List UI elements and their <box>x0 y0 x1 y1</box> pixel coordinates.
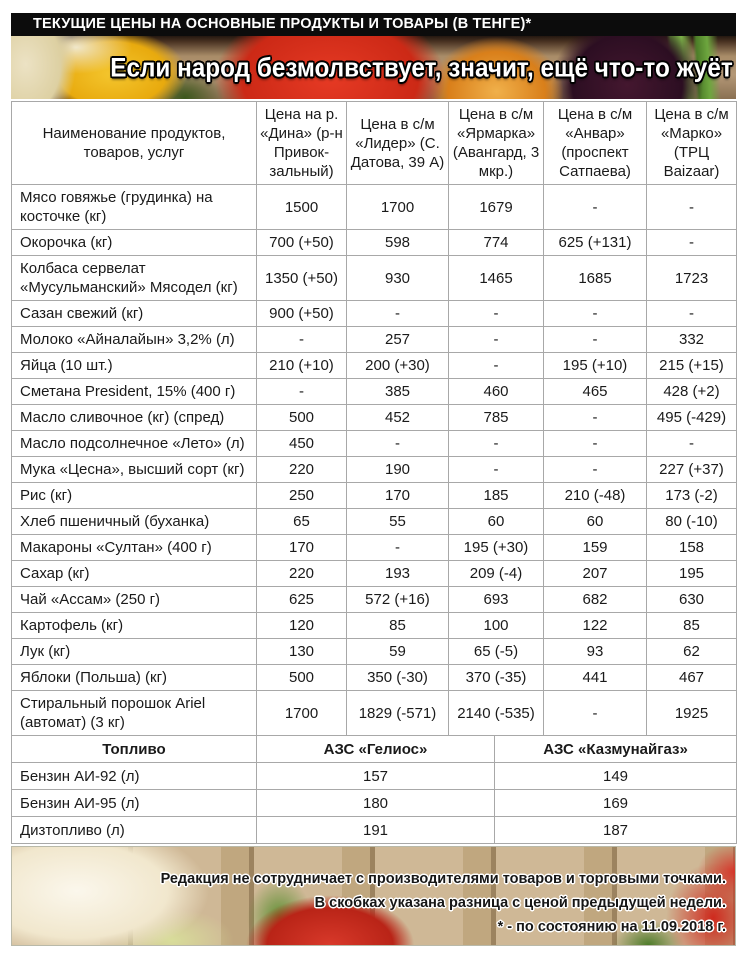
product-name-cell: Чай «Ассам» (250 г) <box>12 587 257 613</box>
price-cell: 185 <box>449 483 544 509</box>
price-cell: 1679 <box>449 185 544 230</box>
column-header-products: Наименование продуктов, товаров, услуг <box>12 102 257 185</box>
price-cell: - <box>257 379 347 405</box>
table-row <box>12 613 737 639</box>
price-cell: 210 (-48) <box>544 483 647 509</box>
table-row <box>12 379 737 405</box>
content-area <box>11 13 736 946</box>
product-name-cell: Лук (кг) <box>12 639 257 665</box>
table-row <box>12 353 737 379</box>
price-cell: 173 (-2) <box>647 483 737 509</box>
table-row <box>12 405 737 431</box>
table-row <box>12 185 737 230</box>
product-name-cell: Окорочка (кг) <box>12 230 257 256</box>
price-cell: 227 (+37) <box>647 457 737 483</box>
price-cell: - <box>347 431 449 457</box>
price-cell: 1350 (+50) <box>257 256 347 301</box>
price-cell: 465 <box>544 379 647 405</box>
price-cell: 190 <box>347 457 449 483</box>
table-row <box>12 691 737 736</box>
price-cell: 495 (-429) <box>647 405 737 431</box>
fuel-table-row <box>12 763 737 790</box>
price-cell: - <box>449 301 544 327</box>
price-cell: 598 <box>347 230 449 256</box>
price-cell: 693 <box>449 587 544 613</box>
price-table <box>11 101 737 736</box>
price-cell: 55 <box>347 509 449 535</box>
price-cell: 250 <box>257 483 347 509</box>
price-cell: 65 (-5) <box>449 639 544 665</box>
product-name-cell: Масло сливочное (кг) (спред) <box>12 405 257 431</box>
price-cell: 59 <box>347 639 449 665</box>
fuel-name-cell: Бензин АИ-95 (л) <box>12 790 257 817</box>
footer-notes <box>161 867 726 939</box>
price-cell: 930 <box>347 256 449 301</box>
price-cell: 100 <box>449 613 544 639</box>
price-cell: 450 <box>257 431 347 457</box>
price-cell: 195 <box>647 561 737 587</box>
price-cell: 1700 <box>347 185 449 230</box>
vegetables-photo-footer <box>11 846 736 946</box>
price-cell: - <box>544 431 647 457</box>
product-name-cell: Стиральный порошок Ariel (автомат) (3 кг) <box>12 691 257 736</box>
price-cell: 195 (+30) <box>449 535 544 561</box>
price-cell: 158 <box>647 535 737 561</box>
price-cell: 62 <box>647 639 737 665</box>
product-name-cell: Макароны «Султан» (400 г) <box>12 535 257 561</box>
price-cell: 428 (+2) <box>647 379 737 405</box>
price-cell: 1700 <box>257 691 347 736</box>
price-cell: 332 <box>647 327 737 353</box>
price-cell: - <box>647 431 737 457</box>
product-name-cell: Картофель (кг) <box>12 613 257 639</box>
price-cell: 210 (+10) <box>257 353 347 379</box>
price-cell: 93 <box>544 639 647 665</box>
product-name-cell: Рис (кг) <box>12 483 257 509</box>
price-cell: - <box>544 327 647 353</box>
price-cell: 500 <box>257 665 347 691</box>
price-cell: 220 <box>257 457 347 483</box>
fuel-table-row <box>12 817 737 844</box>
price-cell: 467 <box>647 665 737 691</box>
vegetables-photo-banner <box>11 36 736 99</box>
price-cell: 385 <box>347 379 449 405</box>
price-cell: 122 <box>544 613 647 639</box>
table-row <box>12 256 737 301</box>
table-row <box>12 457 737 483</box>
price-cell: - <box>544 301 647 327</box>
price-cell: 625 (+131) <box>544 230 647 256</box>
price-cell: - <box>544 457 647 483</box>
fuel-section-label: Топливо <box>12 736 257 763</box>
fuel-station-kazmunaigaz: АЗС «Казмунайгаз» <box>495 736 737 763</box>
price-cell: 159 <box>544 535 647 561</box>
product-name-cell: Мясо говяжье (грудинка) на косточке (кг) <box>12 185 257 230</box>
price-cell: 60 <box>449 509 544 535</box>
product-name-cell: Яблоки (Польша) (кг) <box>12 665 257 691</box>
column-header-store: Цена в с/м «Лидер» (С. Датова, 39 А) <box>347 102 449 185</box>
price-cell: - <box>449 431 544 457</box>
price-cell: 1829 (-571) <box>347 691 449 736</box>
price-cell: 130 <box>257 639 347 665</box>
price-cell: - <box>257 327 347 353</box>
fuel-name-cell: Бензин АИ-92 (л) <box>12 763 257 790</box>
price-table-body <box>12 185 737 736</box>
product-name-cell: Сахар (кг) <box>12 561 257 587</box>
table-row <box>12 230 737 256</box>
table-row <box>12 483 737 509</box>
table-row <box>12 535 737 561</box>
footer-note: В скобках указана разница с ценой предыдущей недели. <box>314 895 726 911</box>
fuel-price-cell: 149 <box>495 763 737 790</box>
price-cell: 1723 <box>647 256 737 301</box>
price-cell: 60 <box>544 509 647 535</box>
price-cell: 120 <box>257 613 347 639</box>
price-cell: - <box>449 353 544 379</box>
table-row <box>12 509 737 535</box>
fuel-price-cell: 180 <box>257 790 495 817</box>
price-cell: 170 <box>347 483 449 509</box>
table-row <box>12 639 737 665</box>
price-cell: 452 <box>347 405 449 431</box>
price-cell: - <box>647 185 737 230</box>
price-cell: 1465 <box>449 256 544 301</box>
price-cell: 350 (-30) <box>347 665 449 691</box>
price-cell: 370 (-35) <box>449 665 544 691</box>
price-cell: - <box>347 535 449 561</box>
footer-note: * - по состоянию на 11.09.2018 г. <box>497 919 726 935</box>
product-name-cell: Молоко «Айналайын» 3,2% (л) <box>12 327 257 353</box>
product-name-cell: Колбаса сервелат «Мусульманский» Мясодел (кг) <box>12 256 257 301</box>
price-cell: 220 <box>257 561 347 587</box>
price-cell: 1925 <box>647 691 737 736</box>
price-cell: - <box>544 405 647 431</box>
price-cell: 500 <box>257 405 347 431</box>
fuel-price-cell: 191 <box>257 817 495 844</box>
price-cell: 1500 <box>257 185 347 230</box>
fuel-table-header-row <box>12 736 737 763</box>
price-cell: - <box>449 327 544 353</box>
fuel-price-cell: 169 <box>495 790 737 817</box>
fuel-name-cell: Дизтопливо (л) <box>12 817 257 844</box>
banner-quote: Если народ безмолвствует, значит, ещё что-то жуёт <box>110 52 733 82</box>
fuel-station-helios: АЗС «Гелиос» <box>257 736 495 763</box>
price-table-header-row <box>12 102 737 185</box>
price-cell: 700 (+50) <box>257 230 347 256</box>
price-cell: 682 <box>544 587 647 613</box>
price-cell: 572 (+16) <box>347 587 449 613</box>
column-header-store: Цена в с/м «Анвар» (проспект Сатпаева) <box>544 102 647 185</box>
price-cell: 170 <box>257 535 347 561</box>
column-header-store: Цена в с/м «Марко» (ТРЦ Baizaar) <box>647 102 737 185</box>
product-name-cell: Масло подсолнечное «Лето» (л) <box>12 431 257 457</box>
price-cell: 441 <box>544 665 647 691</box>
price-cell: - <box>544 691 647 736</box>
price-cell: - <box>449 457 544 483</box>
product-name-cell: Хлеб пшеничный (буханка) <box>12 509 257 535</box>
price-cell: 2140 (-535) <box>449 691 544 736</box>
price-cell: 200 (+30) <box>347 353 449 379</box>
price-cell: 785 <box>449 405 544 431</box>
table-row <box>12 327 737 353</box>
table-row <box>12 301 737 327</box>
price-cell: 195 (+10) <box>544 353 647 379</box>
price-cell: 85 <box>347 613 449 639</box>
price-cell: 900 (+50) <box>257 301 347 327</box>
product-name-cell: Мука «Цесна», высший сорт (кг) <box>12 457 257 483</box>
fuel-price-cell: 187 <box>495 817 737 844</box>
price-cell: 257 <box>347 327 449 353</box>
fuel-table-body <box>12 763 737 844</box>
product-name-cell: Сметана President, 15% (400 г) <box>12 379 257 405</box>
column-header-store: Цена в с/м «Ярмарка» (Авангард, 3 мкр.) <box>449 102 544 185</box>
footer-note: Редакция не сотрудничает с производителями товаров и торговыми точками. <box>160 871 726 887</box>
price-cell: - <box>647 301 737 327</box>
table-row <box>12 665 737 691</box>
table-row <box>12 561 737 587</box>
price-cell: 85 <box>647 613 737 639</box>
price-cell: 215 (+15) <box>647 353 737 379</box>
fuel-table-row <box>12 790 737 817</box>
page-title: ТЕКУЩИЕ ЦЕНЫ НА ОСНОВНЫЕ ПРОДУКТЫ И ТОВАРЫ (В ТЕНГЕ)* <box>11 13 736 36</box>
product-name-cell: Яйца (10 шт.) <box>12 353 257 379</box>
product-name-cell: Сазан свежий (кг) <box>12 301 257 327</box>
fuel-price-cell: 157 <box>257 763 495 790</box>
price-cell: 625 <box>257 587 347 613</box>
price-cell: - <box>347 301 449 327</box>
table-row <box>12 431 737 457</box>
price-cell: 193 <box>347 561 449 587</box>
price-cell: 209 (-4) <box>449 561 544 587</box>
fuel-table <box>11 735 737 844</box>
price-cell: - <box>544 185 647 230</box>
price-cell: 774 <box>449 230 544 256</box>
price-cell: 80 (-10) <box>647 509 737 535</box>
price-cell: 65 <box>257 509 347 535</box>
column-header-store: Цена на р. «Дина» (р-н Привок- зальный) <box>257 102 347 185</box>
price-cell: 207 <box>544 561 647 587</box>
price-cell: 460 <box>449 379 544 405</box>
price-cell: - <box>647 230 737 256</box>
price-cell: 1685 <box>544 256 647 301</box>
price-cell: 630 <box>647 587 737 613</box>
table-row <box>12 587 737 613</box>
